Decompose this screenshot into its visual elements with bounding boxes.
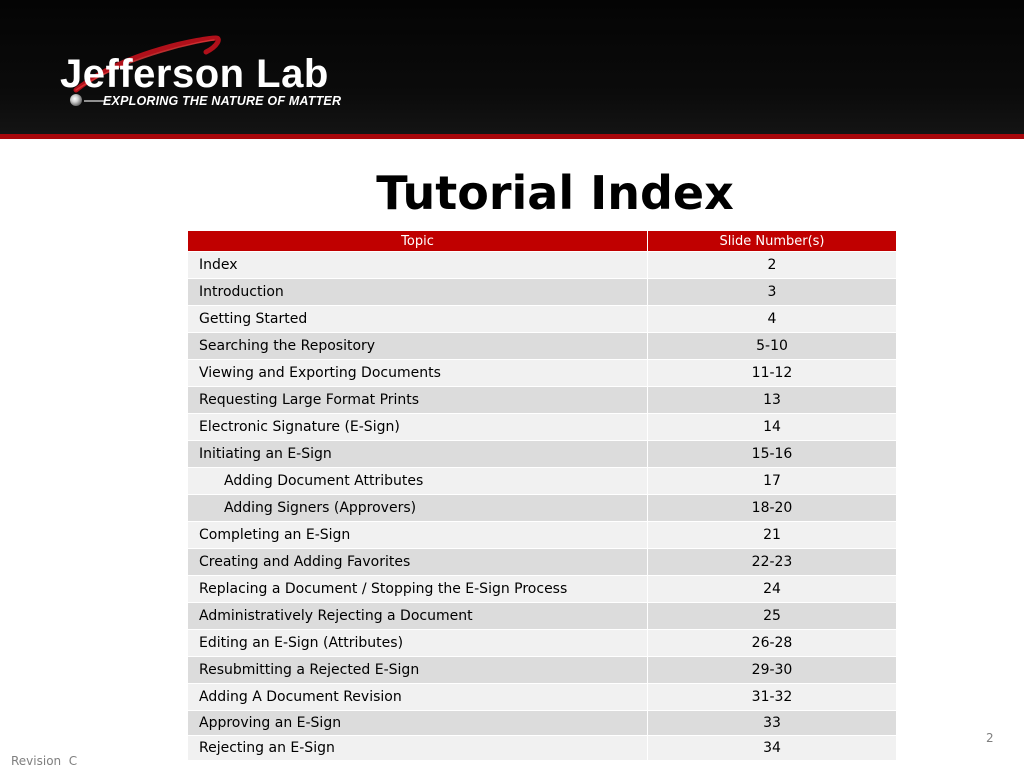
slide-header (0, 0, 1024, 134)
logo-tagline: EXPLORING THE NATURE OF MATTER (103, 94, 342, 108)
table-header-row (188, 231, 897, 252)
slide-number-cell: 17 (648, 468, 897, 495)
topic-cell: Viewing and Exporting Documents (188, 360, 648, 387)
slide-number-cell: 25 (648, 603, 897, 630)
topic-cell: Administratively Rejecting a Document (188, 603, 648, 630)
slide-number-cell: 21 (648, 522, 897, 549)
column-header-topic: Topic (188, 231, 648, 252)
topic-cell: Adding Document Attributes (188, 468, 648, 495)
slide-number-cell: 24 (648, 576, 897, 603)
table-row (188, 360, 897, 387)
table-row (188, 279, 897, 306)
slide-number-cell: 22-23 (648, 549, 897, 576)
table-row (188, 549, 897, 576)
topic-cell: Adding Signers (Approvers) (188, 495, 648, 522)
slide-number-cell: 11-12 (648, 360, 897, 387)
table-row (188, 603, 897, 630)
slide-number-cell: 14 (648, 414, 897, 441)
topic-cell: Editing an E-Sign (Attributes) (188, 630, 648, 657)
slide-number-cell: 29-30 (648, 657, 897, 684)
jefferson-lab-logo (56, 30, 396, 115)
table-row (188, 252, 897, 279)
topic-cell: Approving an E-Sign (188, 711, 648, 736)
slide-number-cell: 15-16 (648, 441, 897, 468)
topic-cell: Electronic Signature (E-Sign) (188, 414, 648, 441)
table-row (188, 333, 897, 360)
slide-number-cell: 13 (648, 387, 897, 414)
slide-number-cell: 26-28 (648, 630, 897, 657)
topic-cell: Getting Started (188, 306, 648, 333)
topic-cell: Initiating an E-Sign (188, 441, 648, 468)
header-accent-bar (0, 134, 1024, 139)
page-number: 2 (986, 731, 994, 745)
table-row (188, 387, 897, 414)
table-row (188, 468, 897, 495)
topic-cell: Replacing a Document / Stopping the E-Sign Process (188, 576, 648, 603)
topic-cell: Completing an E-Sign (188, 522, 648, 549)
topic-cell: Rejecting an E-Sign (188, 736, 648, 761)
table-row (188, 576, 897, 603)
slide-number-cell: 2 (648, 252, 897, 279)
table-row (188, 684, 897, 711)
topic-cell: Requesting Large Format Prints (188, 387, 648, 414)
topic-cell: Searching the Repository (188, 333, 648, 360)
slide-number-cell: 18-20 (648, 495, 897, 522)
table-row (188, 736, 897, 761)
slide-number-cell: 3 (648, 279, 897, 306)
topic-cell: Resubmitting a Rejected E-Sign (188, 657, 648, 684)
table-row (188, 306, 897, 333)
slide-number-cell: 5-10 (648, 333, 897, 360)
slide-title: Tutorial Index (376, 166, 734, 220)
table-row (188, 522, 897, 549)
tutorial-index-table (187, 230, 897, 761)
topic-cell: Index (188, 252, 648, 279)
topic-cell: Creating and Adding Favorites (188, 549, 648, 576)
table-row (188, 657, 897, 684)
table-row (188, 630, 897, 657)
topic-cell: Introduction (188, 279, 648, 306)
table-row (188, 495, 897, 522)
slide-number-cell: 4 (648, 306, 897, 333)
logo-wordmark: Jefferson Lab (60, 52, 329, 96)
slide-number-cell: 34 (648, 736, 897, 761)
topic-cell: Adding A Document Revision (188, 684, 648, 711)
table-row (188, 414, 897, 441)
column-header-slide-numbers: Slide Number(s) (648, 231, 897, 252)
slide-number-cell: 33 (648, 711, 897, 736)
table-row (188, 441, 897, 468)
revision-label: Revision C (11, 754, 78, 768)
table-row (188, 711, 897, 736)
slide-number-cell: 31-32 (648, 684, 897, 711)
